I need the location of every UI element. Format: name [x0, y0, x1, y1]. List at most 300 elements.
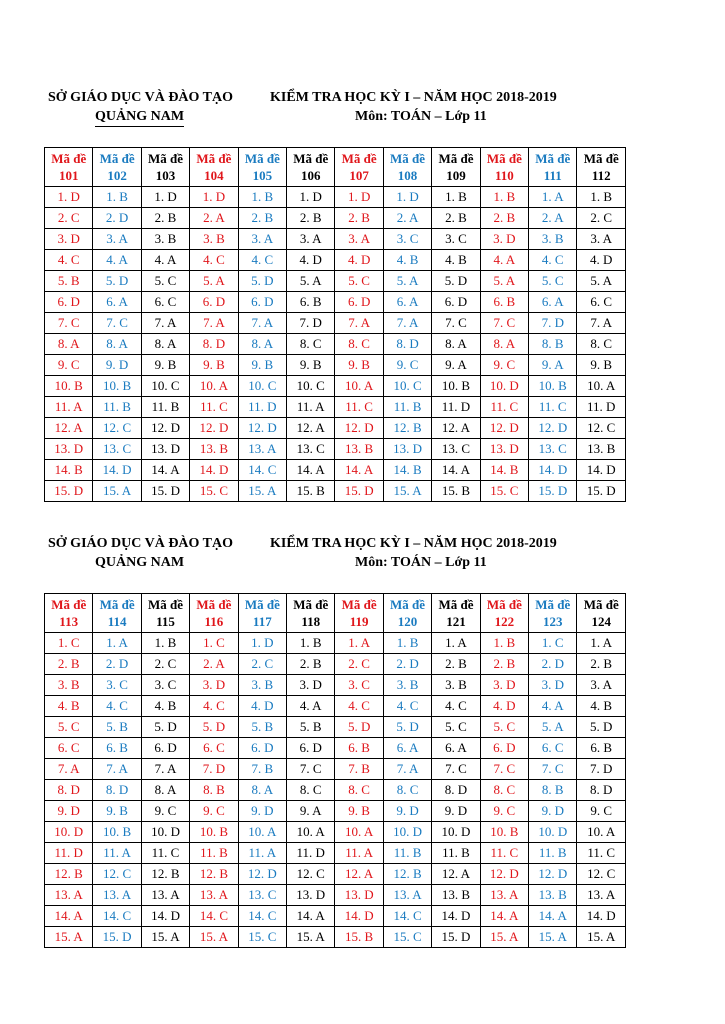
answer-cell: 2. C — [577, 208, 626, 229]
table-row — [45, 313, 626, 334]
exam-code-header — [577, 148, 626, 187]
answer-cell: 9. B — [577, 355, 626, 376]
answer-cell: 12. C — [93, 864, 141, 885]
answer-cell: 4. B — [383, 250, 431, 271]
exam-code-header — [480, 148, 528, 187]
answer-cell: 8. D — [45, 780, 93, 801]
answer-cell: 5. B — [287, 717, 335, 738]
answer-cell: 15. D — [432, 927, 480, 948]
answer-cell: 6. A — [93, 292, 141, 313]
answer-cell: 5. A — [529, 717, 577, 738]
answer-cell: 2. B — [287, 654, 335, 675]
answer-cell: 5. A — [480, 271, 528, 292]
answer-cell: 2. A — [529, 208, 577, 229]
answer-cell: 10. B — [529, 376, 577, 397]
answer-cell: 9. C — [190, 801, 238, 822]
answer-cell: 12. B — [190, 864, 238, 885]
answer-cell: 3. D — [529, 675, 577, 696]
answer-cell: 14. A — [480, 906, 528, 927]
answer-cell: 10. A — [287, 822, 335, 843]
answer-cell: 15. B — [287, 481, 335, 502]
answer-cell: 13. A — [238, 439, 286, 460]
answer-cell: 6. A — [432, 738, 480, 759]
answer-cell: 15. A — [480, 927, 528, 948]
table-row — [45, 334, 626, 355]
answer-cell: 13. D — [287, 885, 335, 906]
department-name: SỞ GIÁO DỤC VÀ ĐÀO TẠO — [48, 90, 234, 105]
exam-code-label: Mã đề — [341, 151, 377, 166]
exam-code-label: Mã đề — [535, 151, 571, 166]
answer-cell: 1. D — [335, 187, 383, 208]
exam-code-number: 102 — [107, 168, 127, 183]
answer-cell: 10. A — [335, 376, 383, 397]
table-row — [45, 229, 626, 250]
answer-cell: 11. B — [93, 397, 141, 418]
exam-code-number: 101 — [58, 168, 79, 183]
exam-code-header — [141, 594, 189, 633]
answer-cell: 14. D — [577, 460, 626, 481]
exam-code-label: Mã đề — [196, 597, 232, 612]
answer-cell: 13. C — [287, 439, 335, 460]
answer-cell: 4. C — [432, 696, 480, 717]
answer-cell: 1. B — [480, 187, 528, 208]
answer-cell: 5. D — [577, 717, 626, 738]
answer-cell: 9. A — [529, 355, 577, 376]
answer-cell: 6. B — [93, 738, 141, 759]
answer-cell: 5. B — [238, 717, 286, 738]
answer-cell: 4. A — [287, 696, 335, 717]
answer-cell: 8. A — [432, 334, 480, 355]
answer-cell: 10. B — [93, 376, 141, 397]
exam-code-label: Mã đề — [99, 151, 135, 166]
answer-cell: 14. A — [432, 460, 480, 481]
table-row — [45, 439, 626, 460]
exam-code-label: Mã đề — [51, 597, 87, 612]
exam-code-header — [287, 594, 335, 633]
answer-cell: 12. D — [335, 418, 383, 439]
exam-code-header — [141, 148, 189, 187]
answer-cell: 10. B — [93, 822, 141, 843]
answer-cell: 6. D — [432, 292, 480, 313]
exam-code-header — [45, 594, 93, 633]
answer-cell: 8. D — [577, 780, 626, 801]
answer-cell: 3. C — [383, 229, 431, 250]
answer-cell: 8. D — [93, 780, 141, 801]
answer-cell: 7. C — [480, 313, 528, 334]
answer-cell: 12. C — [287, 864, 335, 885]
answer-cell: 15. C — [190, 481, 238, 502]
answer-cell: 11. C — [480, 843, 528, 864]
answer-cell: 13. A — [190, 885, 238, 906]
exam-code-number: 108 — [397, 168, 418, 183]
answer-cell: 11. B — [141, 397, 189, 418]
answer-cell: 5. D — [141, 717, 189, 738]
answer-cell: 9. D — [238, 801, 286, 822]
answer-cell: 6. A — [529, 292, 577, 313]
answer-cell: 6. B — [287, 292, 335, 313]
answer-cell: 12. A — [432, 864, 480, 885]
answer-cell: 5. D — [190, 717, 238, 738]
answer-cell: 12. B — [383, 864, 431, 885]
answer-cell: 3. D — [480, 675, 528, 696]
answer-cell: 15. C — [383, 927, 431, 948]
answer-cell: 14. D — [190, 460, 238, 481]
answer-cell: 4. C — [190, 696, 238, 717]
answer-cell: 5. C — [45, 717, 93, 738]
answer-cell: 6. C — [141, 292, 189, 313]
answer-cell: 3. B — [432, 675, 480, 696]
answer-cell: 4. A — [141, 250, 189, 271]
answer-cell: 11. C — [190, 397, 238, 418]
exam-code-number: 106 — [300, 168, 321, 183]
exam-code-number: 107 — [349, 168, 369, 183]
answer-cell: 5. A — [287, 271, 335, 292]
answer-cell: 4. C — [529, 250, 577, 271]
answer-cell: 14. A — [287, 460, 335, 481]
answer-cell: 5. D — [238, 271, 286, 292]
answer-cell: 3. B — [141, 229, 189, 250]
table-row — [45, 843, 626, 864]
answer-cell: 11. D — [238, 397, 286, 418]
answer-cell: 3. D — [287, 675, 335, 696]
answer-cell: 9. B — [335, 355, 383, 376]
answer-cell: 9. D — [529, 801, 577, 822]
answer-cell: 8. A — [141, 334, 189, 355]
answer-cell: 10. C — [238, 376, 286, 397]
answer-cell: 4. C — [45, 250, 93, 271]
answer-cell: 11. C — [529, 397, 577, 418]
exam-code-header — [93, 594, 141, 633]
exam-code-label: Mã đề — [99, 597, 135, 612]
exam-code-header — [529, 148, 577, 187]
exam-code-number: 123 — [543, 614, 563, 629]
exam-code-label: Mã đề — [535, 597, 571, 612]
answer-cell: 10. D — [529, 822, 577, 843]
answer-cell: 9. D — [93, 355, 141, 376]
answer-cell: 10. B — [432, 376, 480, 397]
exam-code-number: 110 — [494, 168, 514, 183]
answer-cell: 5. C — [480, 717, 528, 738]
answer-cell: 13. A — [45, 885, 93, 906]
answer-cell: 12. D — [238, 864, 286, 885]
answer-cell: 3. A — [93, 229, 141, 250]
answer-cell: 8. C — [335, 334, 383, 355]
answer-cell: 8. A — [141, 780, 189, 801]
answer-cell: 13. A — [93, 885, 141, 906]
answer-cell: 14. D — [432, 906, 480, 927]
exam-code-header — [383, 594, 431, 633]
answer-cell: 10. C — [287, 376, 335, 397]
answer-cell: 15. B — [335, 927, 383, 948]
answer-cell: 14. A — [287, 906, 335, 927]
answer-cell: 15. D — [529, 481, 577, 502]
answer-cell: 8. A — [238, 780, 286, 801]
exam-code-number: 121 — [446, 614, 466, 629]
table-row — [45, 481, 626, 502]
answer-cell: 9. C — [577, 801, 626, 822]
answer-cell: 9. A — [432, 355, 480, 376]
answer-cell: 5. B — [45, 271, 93, 292]
answer-cell: 9. B — [190, 355, 238, 376]
answer-cell: 10. A — [238, 822, 286, 843]
answer-cell: 13. B — [577, 439, 626, 460]
subject-line: Môn: TOÁN – Lớp 11 — [355, 555, 487, 570]
answer-cell: 15. D — [335, 481, 383, 502]
exam-code-label: Mã đề — [293, 597, 329, 612]
answer-rows — [45, 633, 626, 948]
answer-cell: 9. D — [383, 801, 431, 822]
answer-cell: 2. B — [238, 208, 286, 229]
answer-cell: 14. B — [480, 460, 528, 481]
answer-cell: 7. A — [577, 313, 626, 334]
answer-cell: 9. B — [287, 355, 335, 376]
exam-code-number: 117 — [252, 614, 272, 629]
answer-cell: 12. D — [190, 418, 238, 439]
answer-cell: 1. B — [287, 633, 335, 654]
answer-cell: 1. A — [529, 187, 577, 208]
answer-cell: 11. D — [287, 843, 335, 864]
answer-cell: 2. D — [529, 654, 577, 675]
answer-cell: 8. D — [432, 780, 480, 801]
table-row — [45, 654, 626, 675]
answer-cell: 9. B — [141, 355, 189, 376]
answer-cell: 10. B — [480, 822, 528, 843]
answer-cell: 11. D — [45, 843, 93, 864]
answer-cell: 11. A — [335, 843, 383, 864]
answer-cell: 15. A — [190, 927, 238, 948]
answer-cell: 14. D — [93, 460, 141, 481]
answer-cell: 6. C — [190, 738, 238, 759]
answer-cell: 1. B — [238, 187, 286, 208]
answer-cell: 4. B — [45, 696, 93, 717]
answer-cell: 3. A — [577, 229, 626, 250]
province-name: QUẢNG NAM — [95, 108, 184, 127]
answer-cell: 14. A — [141, 460, 189, 481]
answer-cell: 15. A — [238, 481, 286, 502]
answer-cell: 6. D — [480, 738, 528, 759]
answer-cell: 6. D — [238, 738, 286, 759]
answer-cell: 5. A — [190, 271, 238, 292]
answer-key-table — [44, 147, 626, 502]
answer-cell: 4. A — [480, 250, 528, 271]
exam-code-label: Mã đề — [244, 151, 280, 166]
answer-cell: 14. D — [577, 906, 626, 927]
answer-cell: 9. A — [287, 801, 335, 822]
answer-cell: 3. B — [529, 229, 577, 250]
answer-cell: 6. B — [577, 738, 626, 759]
table-row — [45, 717, 626, 738]
table-row — [45, 822, 626, 843]
answer-cell: 14. A — [335, 460, 383, 481]
answer-cell: 15. A — [383, 481, 431, 502]
answer-cell: 9. C — [480, 355, 528, 376]
subject-line: Môn: TOÁN – Lớp 11 — [355, 109, 487, 124]
answer-cell: 10. D — [45, 822, 93, 843]
answer-cell: 9. B — [93, 801, 141, 822]
table-row — [45, 675, 626, 696]
answer-cell: 6. D — [141, 738, 189, 759]
answer-cell: 2. B — [480, 654, 528, 675]
answer-cell: 5. D — [432, 271, 480, 292]
answer-cell: 9. C — [383, 355, 431, 376]
answer-cell: 2. D — [93, 208, 141, 229]
answer-cell: 11. A — [45, 397, 93, 418]
answer-cell: 12. D — [141, 418, 189, 439]
table-row — [45, 271, 626, 292]
exam-code-label: Mã đề — [583, 597, 619, 612]
answer-cell: 8. A — [45, 334, 93, 355]
exam-code-label: Mã đề — [196, 151, 232, 166]
answer-cell: 13. C — [238, 885, 286, 906]
exam-code-number: 109 — [446, 168, 466, 183]
answer-cell: 1. B — [93, 187, 141, 208]
answer-cell: 3. C — [141, 675, 189, 696]
answer-cell: 8. A — [480, 334, 528, 355]
answer-cell: 6. D — [335, 292, 383, 313]
answer-cell: 15. A — [577, 927, 626, 948]
exam-code-header — [577, 594, 626, 633]
answer-cell: 3. B — [45, 675, 93, 696]
answer-cell: 8. C — [287, 780, 335, 801]
exam-code-label: Mã đề — [583, 151, 619, 166]
answer-cell: 3. A — [238, 229, 286, 250]
answer-cell: 5. C — [141, 271, 189, 292]
answer-cell: 4. C — [335, 696, 383, 717]
exam-title: KIỂM TRA HỌC KỲ I – NĂM HỌC 2018-2019 — [270, 90, 557, 105]
answer-cell: 5. D — [383, 717, 431, 738]
answer-cell: 12. A — [45, 418, 93, 439]
exam-code-label: Mã đề — [148, 597, 184, 612]
answer-cell: 13. B — [190, 439, 238, 460]
answer-cell: 9. B — [238, 355, 286, 376]
answer-cell: 15. D — [93, 927, 141, 948]
answer-cell: 2. A — [190, 208, 238, 229]
table-row — [45, 376, 626, 397]
exam-code-number: 112 — [591, 168, 611, 183]
answer-cell: 13. D — [45, 439, 93, 460]
exam-code-label: Mã đề — [51, 151, 87, 166]
answer-cell: 10. C — [141, 376, 189, 397]
answer-cell: 1. B — [480, 633, 528, 654]
answer-cell: 9. C — [480, 801, 528, 822]
exam-code-number: 119 — [349, 614, 369, 629]
answer-cell: 13. D — [335, 885, 383, 906]
answer-cell: 7. B — [335, 759, 383, 780]
answer-cell: 7. C — [432, 759, 480, 780]
answer-cell: 1. C — [190, 633, 238, 654]
answer-cell: 9. D — [45, 801, 93, 822]
answer-cell: 10. B — [190, 822, 238, 843]
answer-cell: 7. C — [287, 759, 335, 780]
exam-code-label: Mã đề — [244, 597, 280, 612]
answer-cell: 13. C — [93, 439, 141, 460]
answer-cell: 7. A — [383, 313, 431, 334]
answer-cell: 12. D — [238, 418, 286, 439]
answer-cell: 2. B — [141, 208, 189, 229]
exam-code-header — [93, 148, 141, 187]
answer-cell: 11. B — [432, 843, 480, 864]
answer-cell: 7. A — [45, 759, 93, 780]
table-row — [45, 759, 626, 780]
answer-cell: 2. C — [335, 654, 383, 675]
answer-cell: 1. D — [190, 187, 238, 208]
exam-code-header — [383, 148, 431, 187]
exam-code-header — [238, 148, 286, 187]
table-row — [45, 633, 626, 654]
answer-cell: 2. B — [577, 654, 626, 675]
answer-cell: 4. C — [238, 250, 286, 271]
answer-cell: 2. C — [45, 208, 93, 229]
answer-cell: 15. A — [45, 927, 93, 948]
exam-code-number: 118 — [301, 614, 321, 629]
answer-cell: 4. D — [480, 696, 528, 717]
answer-cell: 11. C — [480, 397, 528, 418]
exam-code-label: Mã đề — [293, 151, 329, 166]
answer-cell: 13. B — [529, 885, 577, 906]
answer-cell: 7. A — [141, 759, 189, 780]
exam-code-header — [335, 594, 383, 633]
answer-cell: 9. B — [335, 801, 383, 822]
answer-cell: 1. D — [383, 187, 431, 208]
answer-cell: 1. D — [238, 633, 286, 654]
answer-cell: 7. C — [480, 759, 528, 780]
answer-cell: 14. D — [529, 460, 577, 481]
answer-cell: 6. A — [383, 292, 431, 313]
exam-code-label: Mã đề — [341, 597, 377, 612]
answer-cell: 13. D — [141, 439, 189, 460]
answer-cell: 13. A — [383, 885, 431, 906]
answer-cell: 13. B — [432, 885, 480, 906]
answer-cell: 3. D — [190, 675, 238, 696]
exam-code-number: 116 — [204, 614, 224, 629]
exam-code-label: Mã đề — [486, 151, 522, 166]
answer-cell: 1. D — [287, 187, 335, 208]
answer-cell: 14. A — [45, 906, 93, 927]
answer-cell: 5. B — [93, 717, 141, 738]
exam-code-number: 111 — [543, 168, 562, 183]
answer-cell: 14. C — [238, 460, 286, 481]
answer-cell: 8. A — [238, 334, 286, 355]
answer-cell: 6. C — [529, 738, 577, 759]
answer-cell: 1. B — [432, 187, 480, 208]
answer-cell: 12. C — [93, 418, 141, 439]
answer-cell: 15. C — [480, 481, 528, 502]
answer-cell: 9. C — [141, 801, 189, 822]
answer-cell: 7. C — [93, 313, 141, 334]
answer-cell: 14. D — [335, 906, 383, 927]
answer-cell: 11. B — [383, 397, 431, 418]
answer-cell: 5. D — [335, 717, 383, 738]
answer-cell: 6. D — [45, 292, 93, 313]
answer-cell: 14. C — [93, 906, 141, 927]
answer-cell: 12. A — [335, 864, 383, 885]
answer-cell: 6. D — [238, 292, 286, 313]
answer-cell: 7. C — [45, 313, 93, 334]
answer-cell: 6. B — [335, 738, 383, 759]
answer-cell: 13. D — [383, 439, 431, 460]
answer-cell: 3. C — [432, 229, 480, 250]
answer-cell: 3. D — [480, 229, 528, 250]
exam-code-number: 103 — [155, 168, 176, 183]
answer-cell: 6. D — [190, 292, 238, 313]
answer-cell: 2. B — [287, 208, 335, 229]
answer-cell: 4. D — [287, 250, 335, 271]
exam-code-label: Mã đề — [390, 597, 426, 612]
department-name: SỞ GIÁO DỤC VÀ ĐÀO TẠO — [48, 536, 234, 551]
answer-cell: 3. A — [335, 229, 383, 250]
answer-cell: 10. B — [45, 376, 93, 397]
answer-cell: 11. B — [383, 843, 431, 864]
